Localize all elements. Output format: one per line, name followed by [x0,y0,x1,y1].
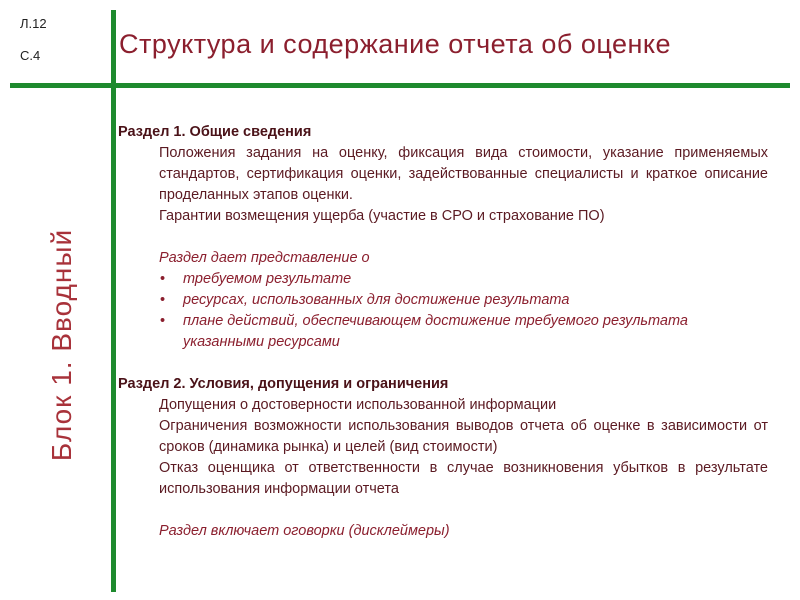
bullet-item: • ресурсах, использованных для достижение результата [118,290,768,311]
section-1-heading: Раздел 1. Общие сведения [118,124,312,140]
bullet-item: • плане действий, обеспечивающем достижение требуемого результата указанными ресурсами [118,311,768,353]
section-2-paragraph: Допущения о достоверности использованной информации [159,397,557,413]
page-title: Структура и содержание отчета об оценке [119,29,672,59]
section-2-paragraph: Ограничения возможности использования выводов отчета об оценке в зависимости от сроков (динамика рынка) и целей (вид стоимости) [159,418,768,455]
meta-line-2: С.4 [20,48,41,63]
spacer [118,353,768,374]
section-1-intro: Раздел дает представление о [159,250,370,266]
section-2-heading: Раздел 2. Условия, допущения и ограничения [118,376,449,392]
spacer [118,227,768,248]
side-title: Блок 1. Вводный [46,228,77,462]
section-1-paragraph: Гарантии возмещения ущерба (участие в СРО и страхование ПО) [159,208,605,224]
spacer [118,500,768,521]
meta-line-1: Л.12 [20,16,47,31]
section-1-bullet-list [118,269,768,353]
horizontal-divider [10,83,790,88]
section-1-paragraph: Положения задания на оценку, фиксация вида стоимости, указание применяемых стандартов, сертификация оценки, задействованные специалисты и краткое описание проделанных этапов оценки. [159,145,768,203]
section-2-note: Раздел включает оговорки (дисклеймеры) [159,523,450,539]
content [118,122,768,542]
section-2-paragraph: Отказ оценщика от ответственности в случае возникновения убытков в результате использования информации отчета [159,460,768,497]
vertical-divider [111,10,116,592]
bullet-item: • требуемом результате [118,269,768,290]
